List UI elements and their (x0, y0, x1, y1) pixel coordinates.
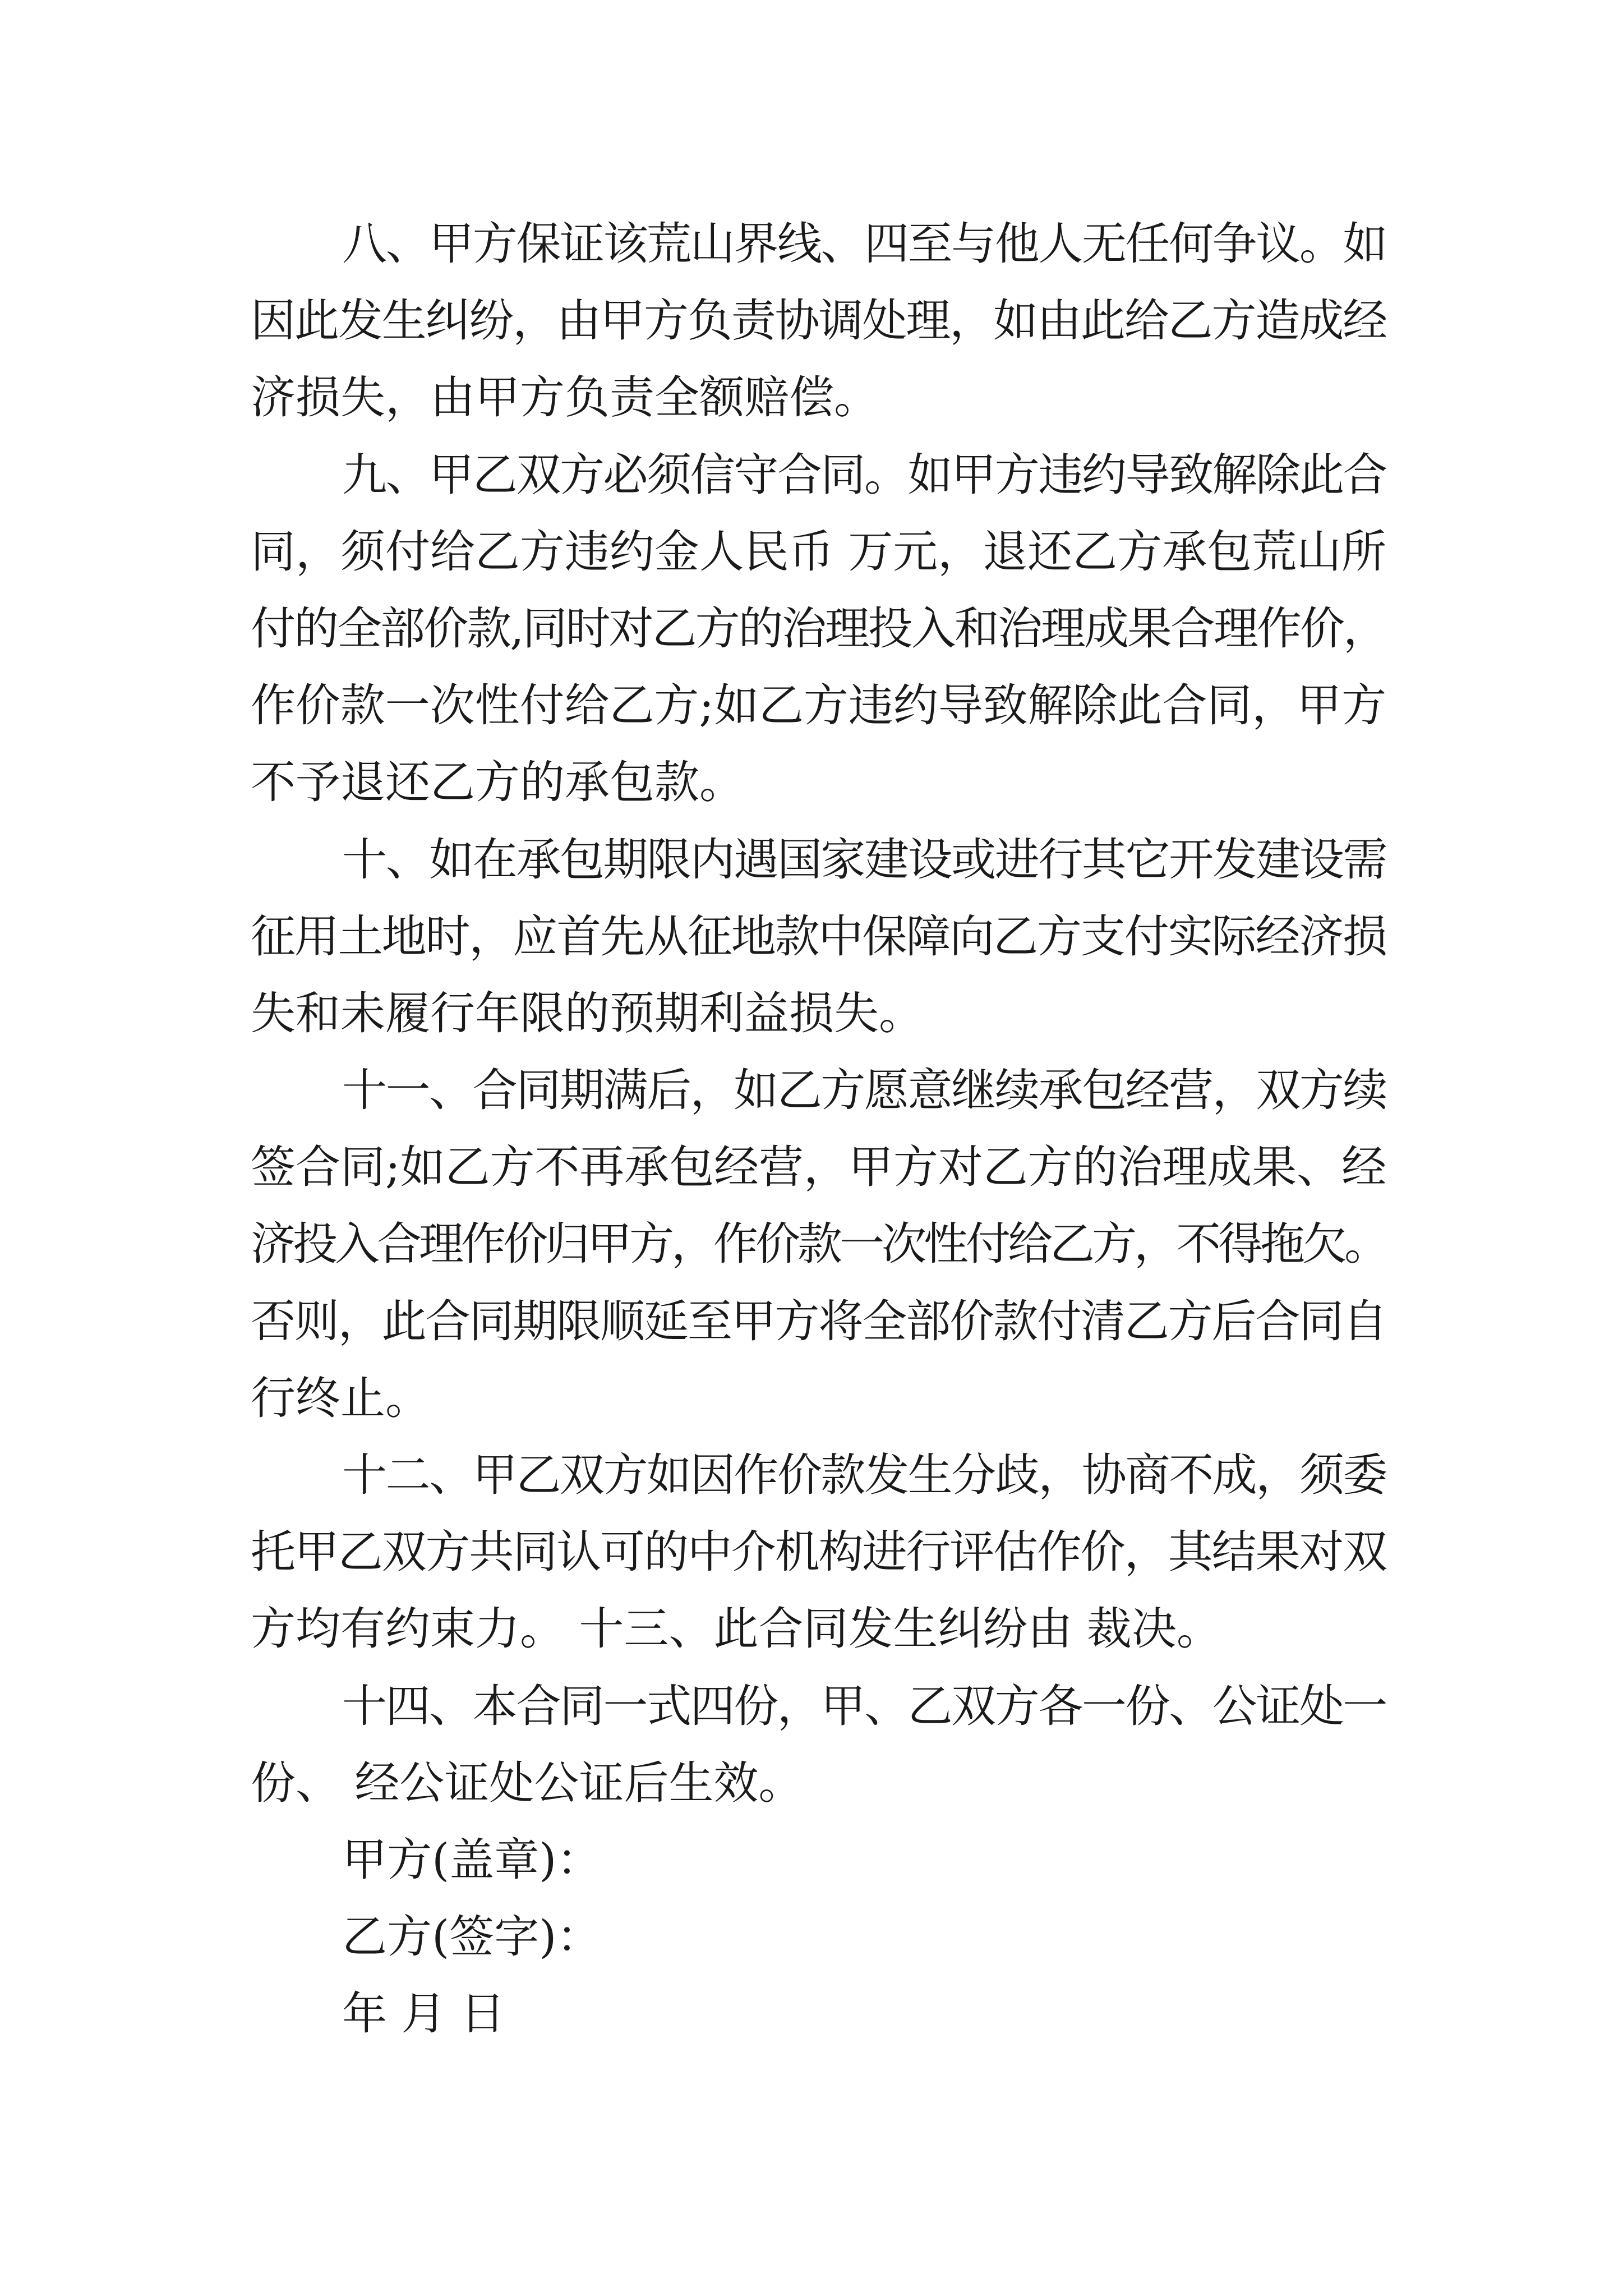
text-line: 行终止。 (251, 1372, 430, 1424)
signature-block (251, 1821, 1386, 2053)
clause-9-line-5 (251, 744, 1386, 821)
party-b-signature-label (251, 1898, 1386, 1975)
clause-12-13 (251, 1437, 1386, 1668)
clause-10 (251, 821, 1386, 1052)
clause-8 (251, 205, 1386, 436)
clause-9-line-4 (251, 667, 1386, 744)
text-line: 同，须付给乙方违约金人民币 万元，退还乙方承包荒山所 (251, 525, 1386, 578)
clause-8-line-2 (251, 282, 1386, 359)
clause-12-line-1 (251, 1437, 1386, 1513)
text-line: 济投入合理作价归甲方，作价款一次性付给乙方，不得拖欠。 (251, 1218, 1386, 1271)
date-line (251, 1975, 1386, 2052)
text-line: 八、甲方保证该荒山界线、四至与他人无任何争议。如 (342, 218, 1386, 270)
clause-9-line-3 (251, 590, 1386, 667)
text-line: 征用土地时，应首先从征地款中保障向乙方支付实际经济损 (251, 910, 1386, 963)
text-line: 否则，此合同期限顺延至甲方将全部价款付清乙方后合同自 (251, 1295, 1386, 1347)
text-line: 年 月 日 (342, 1987, 505, 2040)
text-line: 份、 经公证处公证后生效。 (251, 1756, 804, 1809)
clause-11-line-2 (251, 1129, 1386, 1205)
clause-14 (251, 1668, 1386, 1821)
text-line: 十四、本合同一式四份，甲、乙双方各一份、公证处一 (342, 1680, 1386, 1732)
clause-11-line-1 (251, 1052, 1386, 1129)
clause-10-line-2 (251, 898, 1386, 975)
clause-9-line-1 (251, 436, 1386, 513)
clause-14-line-2 (251, 1745, 1386, 1821)
clause-10-line-3 (251, 975, 1386, 1052)
clause-9-line-2 (251, 513, 1386, 590)
text-line: 作价款一次性付给乙方;如乙方违约导致解除此合同，甲方 (251, 679, 1386, 732)
text-line: 十一、合同期满后，如乙方愿意继续承包经营，双方续 (342, 1064, 1386, 1117)
clause-14-line-1 (251, 1668, 1386, 1745)
party-a-seal-label (251, 1821, 1386, 1898)
clause-11-line-5 (251, 1360, 1386, 1437)
text-line: 济损失，由甲方负责全额赔偿。 (251, 371, 879, 424)
contract-body (251, 205, 1386, 2053)
text-line: 因此发生纠纷，由甲方负责协调处理，如由此给乙方造成经 (251, 295, 1386, 347)
text-line: 失和未履行年限的预期利益损失。 (251, 987, 924, 1039)
text-line: 不予退还乙方的承包款。 (251, 756, 744, 809)
clause-8-line-3 (251, 359, 1386, 436)
clause-11-line-3 (251, 1205, 1386, 1282)
clause-10-line-1 (251, 821, 1386, 898)
text-line: 托甲乙双方共同认可的中介机构进行评估作价，其结果对双 (251, 1526, 1386, 1579)
clause-8-line-1 (251, 205, 1386, 282)
clause-11-line-4 (251, 1283, 1386, 1360)
text-line: 十二、甲乙双方如因作价款发生分歧，协商不成，须委 (342, 1449, 1386, 1501)
text-line: 签合同;如乙方不再承包经营，甲方对乙方的治理成果、经 (251, 1141, 1386, 1194)
text-line: 方均有约束力。 十三、此合同发生纠纷由 裁决。 (251, 1603, 1221, 1655)
text-line: 乙方(签字)： (342, 1911, 602, 1963)
clause-9 (251, 436, 1386, 821)
clause-11 (251, 1052, 1386, 1437)
text-line: 十、如在承包期限内遇国家建设或进行其它开发建设需 (342, 833, 1386, 886)
text-line: 付的全部价款,同时对乙方的治理投入和治理成果合理作价， (251, 602, 1386, 655)
text-line: 甲方(盖章)： (342, 1833, 602, 1886)
clause-12-line-3 (251, 1590, 1386, 1667)
clause-12-line-2 (251, 1513, 1386, 1590)
text-line: 九、甲乙双方必须信守合同。如甲方违约导致解除此合 (342, 448, 1386, 501)
